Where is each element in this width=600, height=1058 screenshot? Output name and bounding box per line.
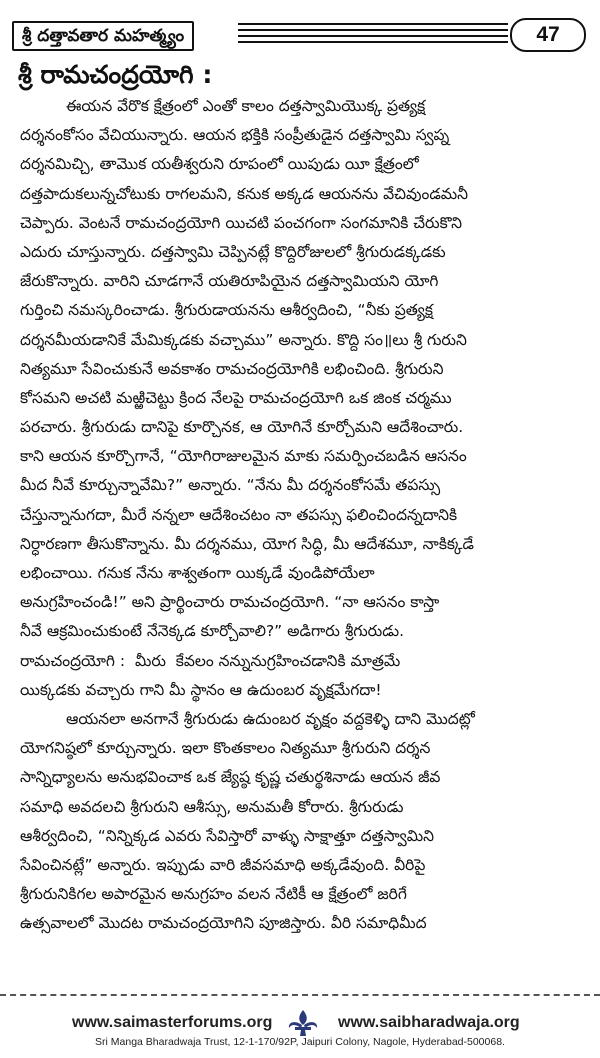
text-line: కోసమని అచటి మఱ్ఱిచెట్టు క్రింద నేలపై రామచంద్రయోగి ఒక జింక చర్మము	[20, 388, 452, 407]
website-link-saimasterforums[interactable]: www.saimasterforums.org	[72, 1014, 273, 1031]
trust-address: Sri Manga Bharadwaja Trust, 12-1-170/92P, Jaipuri Colony, Nagole, Hyderabad-500068.	[95, 1036, 505, 1048]
text-line: సమాధి అవదలచి శ్రీగురుని ఆశీస్సు, అనుమతీ కోరారు. శ్రీగురుడు	[20, 797, 404, 816]
text-line: దర్శనంకోసం వేచియున్నారు. ఆయన భక్తికి సంప్రీతుడైన దత్తస్వామి స్వప్న	[20, 126, 450, 145]
dialogue-line: రామచంద్రయోగి : మీరు కేవలం నన్నునుగ్రహించడానికి మాత్రమే	[20, 651, 401, 670]
book-title: శ్రీ దత్తావతార మహత్మ్యం	[12, 21, 194, 51]
website-link-saibharadwaja[interactable]: www.saibharadwaja.org	[338, 1014, 520, 1031]
page-number: 47	[510, 18, 586, 52]
text-line: చేస్తున్నానుగదా, మీరే నన్నలా ఆదేశించటం నా తపస్సు ఫలించిందన్నదానికి	[20, 505, 458, 524]
text-line: సేవించినట్లే” అన్నారు. ఇప్పుడు వారి జీవసమాధి అక్కడేవుంది. వీరిపై	[20, 855, 426, 874]
text-line: దర్శనమిచ్చి, తామొక యతీశ్వరుని రూపంలో యిపుడు యీ క్షేత్రంలో	[20, 155, 419, 174]
body-text	[20, 92, 580, 938]
text-line: పరచారు. శ్రీగురుడు దానిపై కూర్చొనక, ఆ యోగినే కూర్చోమని ఆదేశించారు.	[20, 418, 464, 437]
text-line: జేరుకొన్నారు. వారిని చూడగానే యతిరూపియైన దత్తస్వామియని యోగి	[20, 272, 439, 291]
text-line: నిత్యమూ సేవించుకునే అవకాశం రామచంద్రయోగికి లభించింది. శ్రీగురుని	[20, 359, 444, 378]
page-header	[0, 18, 600, 52]
text-line: ఈయన వేరొక క్షేత్రంలో ఎంతో కాలం దత్తస్వామియొక్క ప్రత్యక్ష	[66, 97, 426, 115]
header-rule-lines	[238, 23, 508, 45]
text-line: దర్శనమీయడానికే మేమిక్కడకు వచ్చాము” అన్నారు. కొద్ది సం॥లు శ్రీ గురుని	[20, 330, 467, 349]
text-line: దత్తపాదుకలున్నచోటుకు రాగలమని, కనుక అక్కడ ఆయనను వేచివుండమనీ	[20, 184, 469, 203]
text-line: నిర్ధారణగా తీసుకొన్నాను. మీ దర్శనము, యోగ సిద్ధి, మీ ఆదేశమూ, నాకిక్కడే	[20, 534, 474, 553]
text-line: మీద నీవే కూర్చున్నావేమి?” అన్నారు. “నేను మీ దర్శనంకోసమే తపస్సు	[20, 476, 441, 495]
text-line: శ్రీగురునికిగల అపారమైన అనుగ్రహం వలన నేటికీ ఆ క్షేత్రంలో జరిగే	[20, 885, 407, 904]
text-line: ఎదురు చూస్తున్నారు. దత్తస్వామి చెప్పినట్లే కొద్దిరోజులలో శ్రీగురుడక్కడకు	[20, 242, 446, 261]
section-title: శ్రీ రామచంద్రయోగి :	[18, 60, 213, 89]
fleur-de-lis-icon	[283, 1008, 323, 1038]
text-line: అనుగ్రహించండి!” అని ప్రార్థించారు రామచంద్రయోగి. “నా ఆసనం కాస్తా	[20, 593, 440, 612]
footer-divider	[0, 994, 600, 999]
text-line: ఆశీర్వదించి, “నిన్నిక్కడ ఎవరు సేవిస్తారో వాళ్ళు సాక్షాత్తూ దత్తస్వామిని	[20, 826, 435, 845]
page-footer	[0, 1008, 600, 1038]
text-line: యిక్కడకు వచ్చారు గాని మీ స్థానం ఆ ఉదుంబర వృక్షమేగదా!	[20, 680, 382, 699]
text-line: లభించాయి. గనుక నేను శాశ్వతంగా యిక్కడే వుండిపోయేలా	[20, 564, 375, 582]
text-line: ఉత్సవాలలో మొదట రామచంద్రయోగిని పూజిస్తారు. వీరి సమాధిమీద	[20, 914, 427, 933]
text-line: చెప్పారు. వెంటనే రామచంద్రయోగి యిచటి పంచగంగా సంగమానికి చేరుకొని	[20, 213, 463, 232]
text-line: సాన్నిధ్యాలను అనుభవించాక ఒక జ్యేష్ఠ కృష్ణ చతుర్థశినాడు ఆయన జీవ	[20, 768, 441, 787]
text-line: యోగనిష్ఠలో కూర్చున్నారు. ఇలా కొంతకాలం నిత్యమూ శ్రీగురుని దర్శన	[20, 739, 431, 758]
text-line: ఆయనలా అనగానే శ్రీగురుడు ఉదుంబర వృక్షం వద్దకెళ్ళి దాని మొదట్లో	[66, 709, 475, 728]
text-line: నీవే ఆక్రమించుకుంటే నేనెక్కడ కూర్చోవాలి?” అడిగారు శ్రీగురుడు.	[20, 622, 404, 641]
text-line: కాని ఆయన కూర్చొగానే, “యోగిరాజులమైన మాకు సమర్పించబడిన ఆసనం	[20, 447, 467, 466]
text-line: గుర్తించి నమస్కరించాడు. శ్రీగురుడాయనను ఆశీర్వదించి, “నీకు ప్రత్యక్ష	[20, 301, 433, 320]
